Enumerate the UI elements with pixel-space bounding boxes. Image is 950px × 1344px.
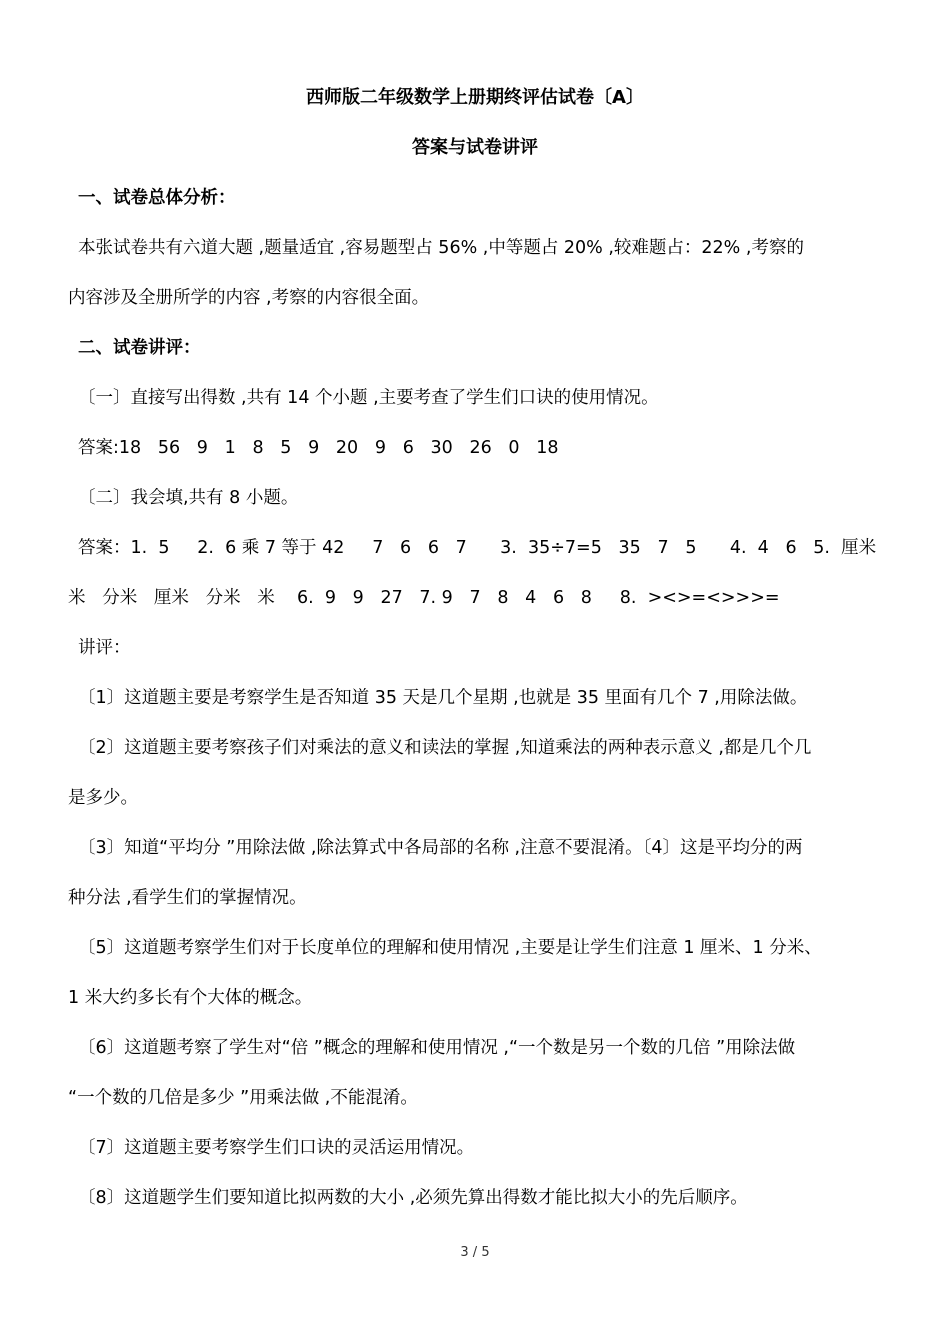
part2-answer-line: 米 分米 厘米 分米 米 6. 9 9 27 7. 9 7 8 4 6 8 8. ><>=<>>>= [68,588,780,608]
section2-heading: 二、试卷讲评： [78,338,201,358]
comment-line: 1 米大约多长有个大体的概念。 [68,988,313,1008]
comment-line: 〔1〕这道题主要是考察学生是否知道 35 天是几个星期 ,也就是 35 里面有几个 7 ,用除法做。 [78,688,808,708]
part2-answer-line: 答案：1. 5 2. 6 乘 7 等于 42 7 6 6 7 3. 35÷7=5 35 7 5 4. 4 6 5. 厘米 [78,538,877,558]
comment-line: 〔7〕这道题主要考察学生们口诀的灵活运用情况。 [78,1138,475,1158]
comment-line: 是多少。 [68,788,138,808]
comment-line: 种分法 ,看学生们的掌握情况。 [68,888,307,908]
comment-line: “一个数的几倍是多少 ”用乘法做 ,不能混淆。 [68,1088,418,1108]
section1-heading: 一、试卷总体分析： [78,188,236,208]
section1-line: 内容涉及全册所学的内容 ,考察的内容很全面。 [68,288,430,308]
document-title: 西师版二年级数学上册期终评估试卷〔A〕 [306,87,644,108]
part1-intro: 〔一〕直接写出得数 ,共有 14 个小题 ,主要考查了学生们口诀的使用情况。 [78,388,659,408]
comment-line: 〔8〕这道题学生们要知道比拟两数的大小 ,必须先算出得数才能比拟大小的先后顺序。 [78,1188,748,1208]
comment-line: 〔5〕这道题考察学生们对于长度单位的理解和使用情况 ,主要是让学生们注意 1 厘米、1 分米、 [78,938,822,958]
part1-answer: 答案:18 56 9 1 8 5 9 20 9 6 30 26 0 18 [78,438,559,458]
comment-line: 〔2〕这道题主要考察孩子们对乘法的意义和读法的掌握 ,知道乘法的两种表示意义 ,都是几个几 [78,738,812,758]
document-subtitle: 答案与试卷讲评 [412,137,538,158]
part2-intro: 〔二〕我会填,共有 8 小题。 [78,488,299,508]
comment-line: 〔3〕知道“平均分 ”用除法做 ,除法算式中各局部的名称 ,注意不要混淆。〔4〕这是平均分的两 [78,838,803,858]
page-number: 3 / 5 [460,1245,490,1260]
comment-label: 讲评： [78,638,131,658]
comment-line: 〔6〕这道题考察了学生对“倍 ”概念的理解和使用情况 ,“一个数是另一个数的几倍 ”用除法做 [78,1038,796,1058]
section1-line: 本张试卷共有六道大题 ,题量适宜 ,容易题型占 56% ,中等题占 20% ,较难题占：22% ,考察的 [78,238,804,258]
